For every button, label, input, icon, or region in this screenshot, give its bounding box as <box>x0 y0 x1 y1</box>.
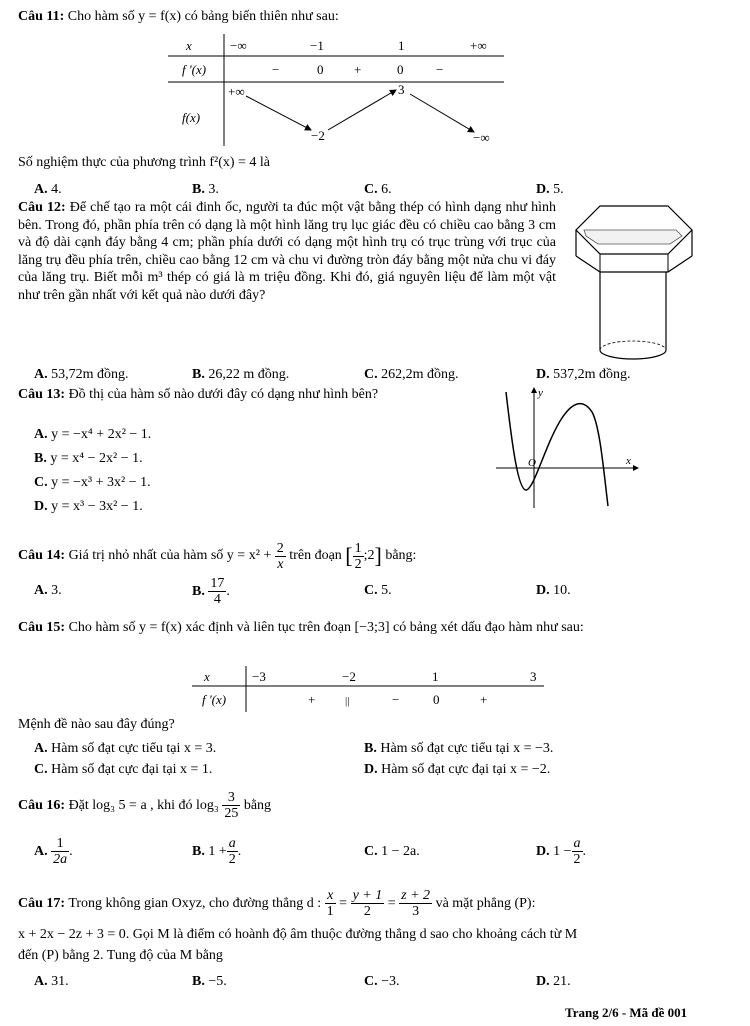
q11-fp-sign: − <box>436 62 444 77</box>
q11-arrow-down <box>246 96 311 130</box>
q16-option-c[interactable]: C. 1 − 2a. <box>364 844 420 859</box>
q14-option-b[interactable]: B. $\frac{17}{4}$ . <box>192 576 230 608</box>
q12-option-a[interactable]: A. 53,72m đồng. <box>34 367 129 382</box>
q15-option-c[interactable]: C. Hàm số đạt cực đại tại x = 1. <box>34 762 213 777</box>
q11-f-val: 3 <box>398 82 405 97</box>
q13-y-label: y <box>538 387 543 399</box>
q12-option-c[interactable]: C. 262,2m đồng. <box>364 367 459 382</box>
q13-origin-label: O <box>528 457 536 469</box>
q15-label: Câu 15: <box>18 620 66 635</box>
q14-stem-after: bằng: <box>385 548 417 564</box>
q11-row-f: f(x) <box>182 110 201 125</box>
q12-bolt-figure <box>572 200 696 368</box>
q12-option-b[interactable]: B. 26,22 m đồng. <box>192 367 290 382</box>
q15-sign: || <box>345 695 350 707</box>
q14-stem-mid: trên đoạn <box>289 548 342 564</box>
q15-x-val: −2 <box>342 669 356 684</box>
q13-option-c[interactable]: C. y = −x³ + 3x² − 1. <box>34 475 151 490</box>
q12-stem <box>18 199 556 305</box>
q15-sign: + <box>480 692 488 707</box>
q13-label: Câu 13: <box>18 387 66 402</box>
q11-variation-table <box>168 34 504 146</box>
q14-interval: $\frac{1}{2}$ <box>354 540 362 572</box>
q16-option-d[interactable]: D. 1 − $\frac{a}{2}$ . <box>536 836 587 868</box>
q12-text: Để chế tạo ra một cái đinh ốc, người ta đúc một vật bằng thép có hình dạng như hình bên. Trong đó, phần phía trên có dạng là một hình lăng trụ lục giác đều có chiều cao bằng 3 cm và độ dài cạnh đáy bằng 4 cm; phần phía dưới có dạng một hình trụ có trục trùng với trục của lăng trụ đều phía trên, chiều cao bằng 12 cm và chu vi đường tròn đáy bằng một nửa chu vi đáy của lăng trụ. Biết mỗi m³ thép có giá là m triệu đồng. Khi đó, giá nguyên liệu để làm một vật như trên gần nhất với kết quả nào dưới đây? <box>18 200 557 303</box>
q13-x-label: x <box>626 455 631 467</box>
q15-sign: + <box>308 692 316 707</box>
q14-fraction: $\frac{2}{x}$ <box>276 540 284 572</box>
q16-option-b[interactable]: B. 1 + $\frac{a}{2}$ . <box>192 836 242 868</box>
q17-label: Câu 17: <box>18 896 66 911</box>
q15-question: Mệnh đề nào sau đây đúng? <box>18 717 175 732</box>
q11-fp-sign: 0 <box>397 62 404 77</box>
q15-stem <box>18 619 584 637</box>
q13-option-d[interactable]: D. y = x³ − 3x² − 1. <box>34 499 143 514</box>
q11-option-d[interactable]: D. 5. <box>536 182 564 197</box>
q15-sign: 0 <box>433 692 440 707</box>
q11-x-val: +∞ <box>470 38 487 53</box>
q15-sign: − <box>392 692 400 707</box>
q17-stem-line1: Câu 17: Trong không gian Oxyz, cho đường thẳng d : $\frac{x}{1}$ = $\frac{y + 1}{2}$ = $\frac{z + 2}{3}$ và mặt phẳng (P): <box>18 888 536 920</box>
q11-fp-sign: 0 <box>317 62 324 77</box>
q13-stem <box>18 386 394 404</box>
q13-curve <box>506 392 608 506</box>
q11-f-val: +∞ <box>228 84 245 99</box>
q11-x-val: −∞ <box>230 38 247 53</box>
q16-stem <box>18 786 271 826</box>
q14-option-a[interactable]: A. 3. <box>34 583 62 598</box>
q15-option-a[interactable]: A. Hàm số đạt cực tiểu tại x = 3. <box>34 741 217 756</box>
q15-option-d[interactable]: D. Hàm số đạt cực đại tại x = −2. <box>364 762 551 777</box>
q14-label: Câu 14: <box>18 548 66 564</box>
q12-option-d[interactable]: D. 537,2m đồng. <box>536 367 631 382</box>
q17-line1-after: và mặt phẳng (P): <box>435 896 536 911</box>
q17-option-a[interactable]: A. 31. <box>34 974 69 989</box>
q15-sign-table <box>192 666 544 712</box>
q14-stem: Câu 14: Giá trị nhỏ nhất của hàm số y = x² + $\frac{2}{x}$ trên đoạn [ $\frac{1}{2}$ ;2] bằng: <box>18 540 417 572</box>
q11-arrow-up <box>328 90 396 130</box>
q16-option-a[interactable]: A. $\frac{1}{2a}$ . <box>34 836 73 868</box>
q17-option-d[interactable]: D. 21. <box>536 974 571 989</box>
q15-stem-text: Cho hàm số y = f(x) xác định và liên tục trên đoạn [−3;3] có bảng xét dấu đạo hàm như sau: <box>68 620 584 635</box>
q14-stem-before: Giá trị nhỏ nhất của hàm số y = x² + <box>68 548 272 564</box>
q11-stem-text: Cho hàm số y = f(x) có bảng biến thiên như sau: <box>67 9 339 24</box>
q13-text: Đồ thị của hàm số nào dưới đây có dạng như hình bên? <box>68 387 379 402</box>
q14-option-d[interactable]: D. 10. <box>536 583 571 598</box>
q16-label: Câu 16: <box>18 798 66 813</box>
q11-f-val: −2 <box>311 128 325 143</box>
q11-x-val: −1 <box>310 38 324 53</box>
q11-x-val: 1 <box>398 38 405 53</box>
q11-question: Số nghiệm thực của phương trình f²(x) = 4 là <box>18 155 271 170</box>
q13-graph <box>492 384 644 512</box>
q15-option-b[interactable]: B. Hàm số đạt cực tiểu tại x = −3. <box>364 741 554 756</box>
q11-arrow-down <box>410 94 474 132</box>
q16-fraction: $\frac{3}{25}$ <box>224 790 239 822</box>
q11-option-b[interactable]: B. 3. <box>192 182 219 197</box>
q11-label: Câu 11: <box>18 9 65 24</box>
q17-option-c[interactable]: C. −3. <box>364 974 400 989</box>
q12-label: Câu 12: <box>18 200 66 215</box>
q17-stem-line2: x + 2x − 2z + 3 = 0. Gọi M là điểm có hoành độ âm thuộc đường thẳng d sao cho khoảng cách từ M <box>18 927 578 942</box>
q17-line1-before: Trong không gian Oxyz, cho đường thẳng d : <box>68 896 322 911</box>
q11-fp-sign: + <box>354 62 362 77</box>
q16-stem-before: Đặt log₃ 5 = a , khi đó log₃ <box>68 798 219 813</box>
q15-x-val: 3 <box>530 669 537 684</box>
q11-stem <box>18 8 339 26</box>
q11-option-c[interactable]: C. 6. <box>364 182 392 197</box>
q13-option-b[interactable]: B. y = x⁴ − 2x² − 1. <box>34 451 143 466</box>
q14-option-c[interactable]: C. 5. <box>364 583 392 598</box>
page-footer: Trang 2/6 - Mã đề 001 <box>565 1005 688 1020</box>
q11-row-fp: f '(x) <box>182 62 207 77</box>
q15-x-val: −3 <box>252 669 266 684</box>
q16-stem-after: bằng <box>243 798 272 813</box>
q15-row-x: x <box>204 669 210 684</box>
q11-fp-sign: − <box>272 62 280 77</box>
q11-option-a[interactable]: A. 4. <box>34 182 62 197</box>
q15-row-fp: f '(x) <box>202 692 227 707</box>
q13-option-a[interactable]: A. y = −x⁴ + 2x² − 1. <box>34 427 152 442</box>
q15-x-val: 1 <box>432 669 439 684</box>
q11-f-val: −∞ <box>473 130 490 145</box>
q17-stem-line3: đến (P) bằng 2. Tung độ của M bằng <box>18 948 223 963</box>
q17-option-b[interactable]: B. −5. <box>192 974 227 989</box>
q11-row-x: x <box>186 38 192 53</box>
